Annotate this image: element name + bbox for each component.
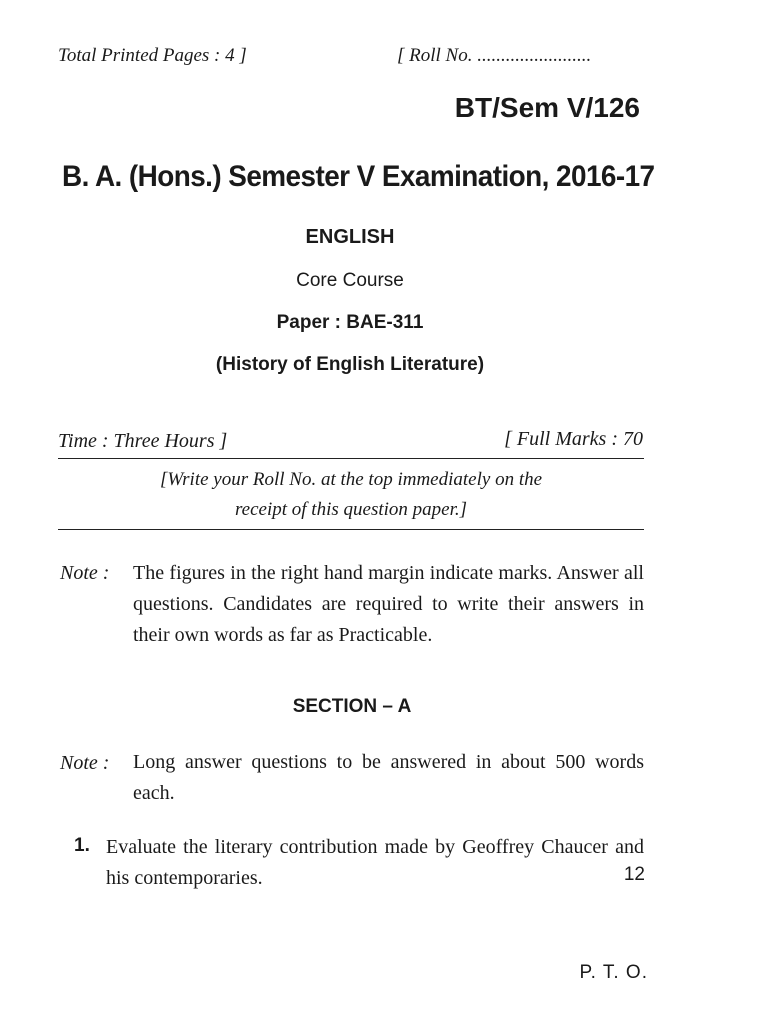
divider-bottom: [58, 529, 644, 530]
page-turn-over: P. T. O.: [579, 962, 648, 983]
note-text-section: Long answer questions to be answered in about 500 words each.: [133, 751, 644, 804]
paper-title: (History of English Literature): [215, 354, 485, 375]
instruction-line-2: receipt of this question paper.]: [234, 499, 468, 520]
time-allowed: Time : Three Hours ]: [58, 430, 228, 452]
subject-heading: ENGLISH: [305, 226, 395, 248]
question-marks: 12: [623, 864, 645, 885]
exam-title: B. A. (Hons.) Semester V Examination, 2016-17: [62, 160, 655, 193]
question-number: 1.: [74, 835, 90, 856]
paper-code: BT/Sem V/126: [454, 92, 640, 123]
note-label-general: Note :: [60, 562, 110, 584]
section-heading: SECTION – A: [292, 696, 412, 717]
course-type: Core Course: [296, 270, 404, 291]
total-printed-pages: Total Printed Pages : 4 ]: [58, 45, 247, 66]
note-text-general: The figures in the right hand margin indicate marks. Answer all questions. Candidates are required to write their answers in their own words as far as Practicable.: [133, 562, 644, 646]
instruction-line-1: [Write your Roll No. at the top immediately on the: [159, 469, 543, 490]
roll-number-field: [ Roll No. ........................: [397, 45, 592, 66]
note-label-section: Note :: [60, 752, 110, 774]
divider-top: [58, 458, 644, 459]
full-marks: [ Full Marks : 70: [504, 428, 643, 450]
paper-number: Paper : BAE-311: [276, 312, 424, 333]
question-text: Evaluate the literary contribution made by Geoffrey Chaucer and his contemporaries.: [106, 836, 644, 889]
